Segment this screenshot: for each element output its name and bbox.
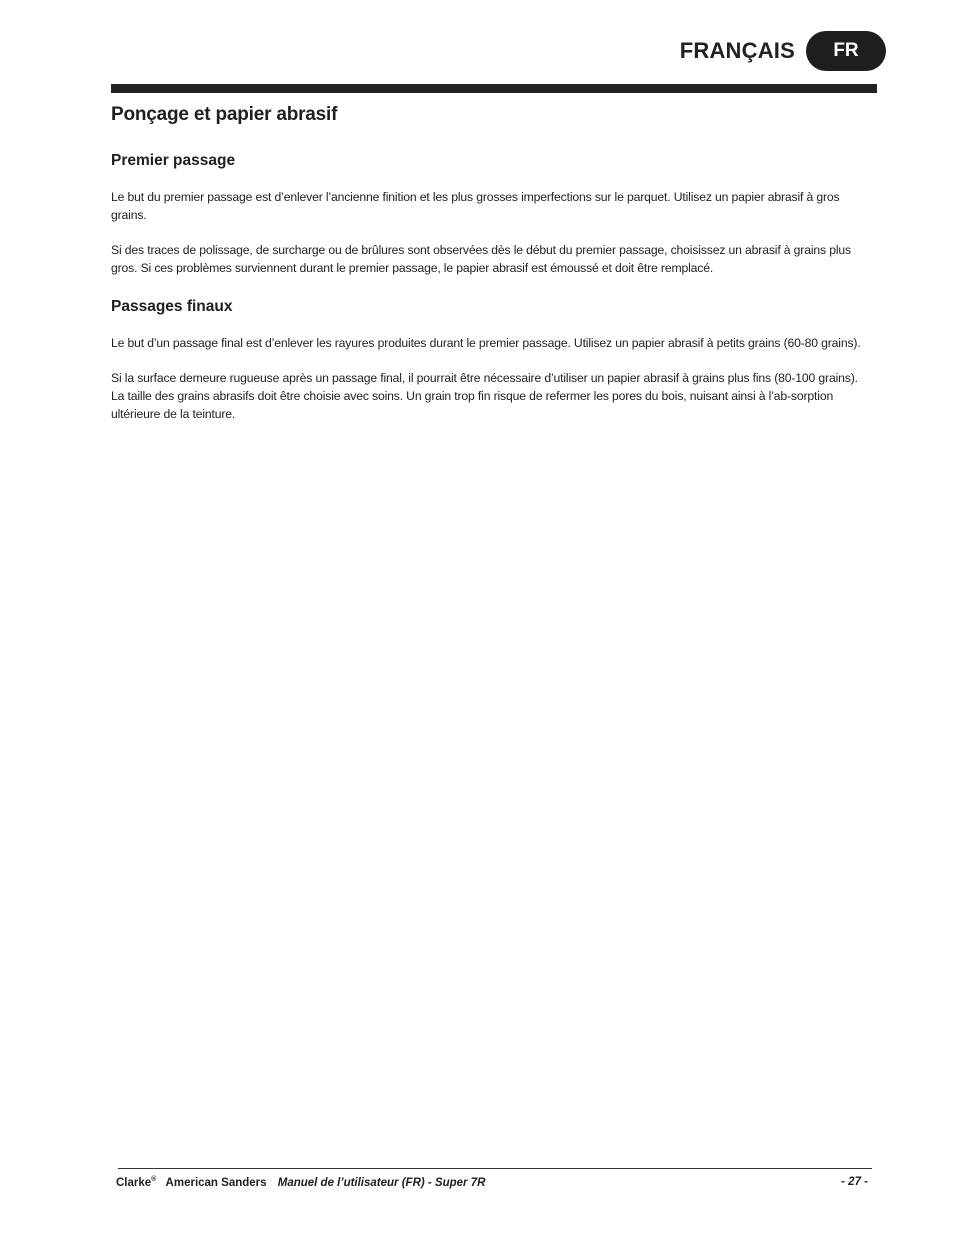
spacer	[111, 171, 871, 188]
subsection-title-premier-passage: Premier passage	[111, 152, 236, 169]
paragraph: Le but d’un passage final est d’enlever les rayures produites durant le premier passage. Utilisez un papier abrasif à petits grains (60-80 grains).	[111, 336, 861, 350]
section-title: Ponçage et papier abrasif	[111, 104, 338, 125]
spacer	[111, 352, 871, 369]
footer	[116, 1176, 868, 1189]
footer-rule	[118, 1168, 872, 1169]
spacer	[111, 128, 871, 151]
paragraph: Si la surface demeure rugueuse après un passage final, il pourrait être nécessaire d’utiliser un papier abrasif à grains plus fins (80-100 grains). La taille des grains abrasifs doit être choisie avec soins. Un grain trop fin risque de refermer les pores du bois, nuisant ainsi à l’ab-sorption ultérieure de la teinture.	[111, 371, 858, 421]
footer-brand-secondary: American Sanders	[165, 1176, 267, 1189]
spacer	[111, 224, 871, 241]
language-label: FRANÇAIS	[679, 38, 795, 63]
page-number: - 27 -	[841, 1176, 868, 1188]
paragraph: Le but du premier passage est d’enlever l’ancienne finition et les plus grosses imperfections sur le parquet. Utilisez un papier abrasif à gros grains.	[111, 190, 840, 222]
spacer	[111, 317, 871, 334]
footer-manual-title: Manuel de l’utilisateur (FR) - Super 7R	[277, 1176, 486, 1189]
header-rule	[111, 84, 877, 93]
footer-brand: Clarke	[116, 1176, 152, 1189]
subsection-title-passages-finaux: Passages finaux	[111, 298, 233, 315]
registered-mark: ®	[151, 1176, 157, 1183]
main-content	[111, 100, 871, 423]
language-badge: FR	[806, 31, 886, 71]
spacer	[111, 277, 871, 297]
paragraph: Si des traces de polissage, de surcharge ou de brûlures sont observées dès le début du premier passage, choisissez un abrasif à grains plus gros. Si ces problèmes surviennent durant le premier passage, le papier abrasif est émoussé et doit être remplacé.	[111, 243, 851, 275]
